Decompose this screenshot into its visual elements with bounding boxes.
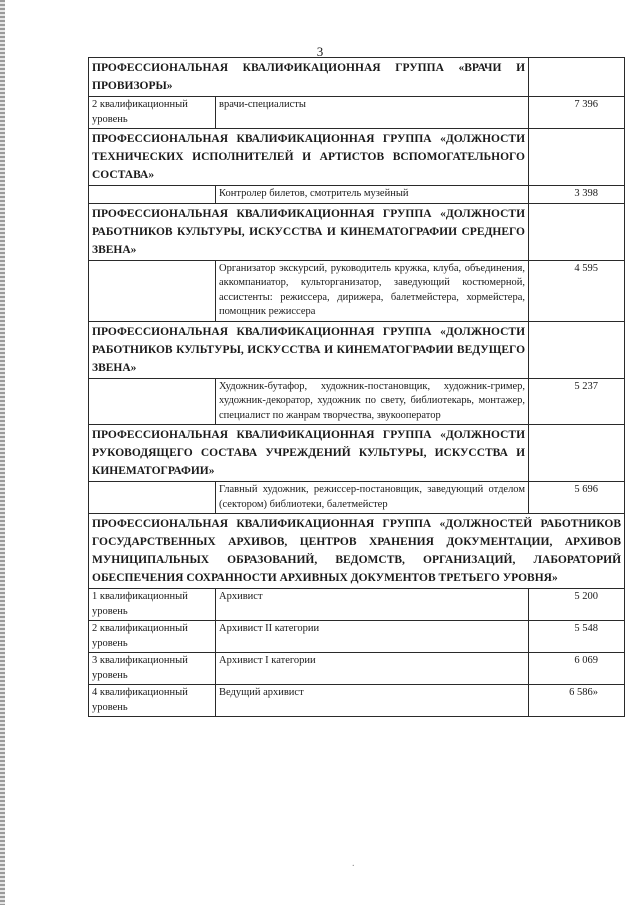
salary-value: 6 069 (529, 653, 625, 685)
group-header: ПРОФЕССИОНАЛЬНАЯ КВАЛИФИКАЦИОННАЯ ГРУППА «ДОЛЖНОСТЕЙ РАБОТНИКОВ ГОСУДАРСТВЕННЫХ АРХИВОВ, ЦЕНТРОВ ХРАНЕНИЯ ДОКУМЕНТАЦИИ, АРХИВОВ МУНИЦИПАЛЬНЫХ ОБРАЗОВАНИЙ, ВЕДОМСТВ, ОРГАНИЗАЦИЙ, ЛАБОРАТОРИЙ ОБЕСПЕЧЕНИЯ СОХРАННОСТИ АРХИВНЫХ ДОКУМЕНТОВ ТРЕТЬЕГО УРОВНЯ» (89, 514, 625, 589)
table-row (89, 482, 625, 514)
group-header-row (89, 321, 625, 378)
salary-table (88, 57, 625, 717)
salary-table-body (89, 58, 625, 717)
qualification-level: 1 квалификационный уровень (89, 589, 216, 621)
scan-binding-edge (0, 0, 5, 905)
end-mark: . (352, 858, 355, 869)
group-header-salary-cell (529, 203, 625, 260)
group-header: ПРОФЕССИОНАЛЬНАЯ КВАЛИФИКАЦИОННАЯ ГРУППА «ВРАЧИ И ПРОВИЗОРЫ» (89, 58, 529, 97)
group-header-row (89, 203, 625, 260)
group-header-salary-cell (529, 129, 625, 186)
table-row (89, 378, 625, 425)
group-header-row (89, 425, 625, 482)
qualification-level: 2 квалификационный уровень (89, 97, 216, 129)
position-title: Организатор экскурсий, руководитель кружка, клуба, объединения, аккомпаниатор, культорганизатор, заведующий костюмерной, ассистенты: режиссера, дирижера, балетмейстера, хормейстера, помощник режиссера (216, 260, 529, 321)
group-header: ПРОФЕССИОНАЛЬНАЯ КВАЛИФИКАЦИОННАЯ ГРУППА «ДОЛЖНОСТИ РАБОТНИКОВ КУЛЬТУРЫ, ИСКУССТВА И КИНЕМАТОГРАФИИ ВЕДУЩЕГО ЗВЕНА» (89, 321, 529, 378)
position-title: Главный художник, режиссер-постановщик, заведующий отделом (сектором) библиотеки, балетмейстер (216, 482, 529, 514)
group-header: ПРОФЕССИОНАЛЬНАЯ КВАЛИФИКАЦИОННАЯ ГРУППА «ДОЛЖНОСТИ РУКОВОДЯЩЕГО СОСТАВА УЧРЕЖДЕНИЙ КУЛЬТУРЫ, ИСКУССТВА И КИНЕМАТОГРАФИИ» (89, 425, 529, 482)
qualification-level (89, 260, 216, 321)
salary-value: 3 398 (529, 186, 625, 204)
group-header-row (89, 514, 625, 589)
qualification-level: 4 квалификационный уровень (89, 685, 216, 717)
salary-value: 6 586» (529, 685, 625, 717)
table-row (89, 653, 625, 685)
table-row (89, 186, 625, 204)
page-number: 3 (316, 44, 324, 59)
salary-value: 5 548 (529, 621, 625, 653)
group-header: ПРОФЕССИОНАЛЬНАЯ КВАЛИФИКАЦИОННАЯ ГРУППА «ДОЛЖНОСТИ РАБОТНИКОВ КУЛЬТУРЫ, ИСКУССТВА И КИНЕМАТОГРАФИИ СРЕДНЕГО ЗВЕНА» (89, 203, 529, 260)
group-header: ПРОФЕССИОНАЛЬНАЯ КВАЛИФИКАЦИОННАЯ ГРУППА «ДОЛЖНОСТИ ТЕХНИЧЕСКИХ ИСПОЛНИТЕЛЕЙ И АРТИСТОВ ВСПОМОГАТЕЛЬНОГО СОСТАВА» (89, 129, 529, 186)
qualification-level: 2 квалификационный уровень (89, 621, 216, 653)
salary-value: 5 696 (529, 482, 625, 514)
qualification-level (89, 378, 216, 425)
group-header-salary-cell (529, 321, 625, 378)
group-header-salary-cell (529, 425, 625, 482)
salary-value: 7 396 (529, 97, 625, 129)
position-title: врачи-специалисты (216, 97, 529, 129)
table-row (89, 260, 625, 321)
salary-value: 5 200 (529, 589, 625, 621)
position-title: Художник-бутафор, художник-постановщик, художник-гример, художник-декоратор, художник по свету, библиотекарь, монтажер, специалист по жанрам творчества, звукооператор (216, 378, 529, 425)
qualification-level (89, 186, 216, 204)
salary-value: 5 237 (529, 378, 625, 425)
position-title: Архивист I категории (216, 653, 529, 685)
table-row (89, 589, 625, 621)
table-row (89, 685, 625, 717)
position-title: Ведущий архивист (216, 685, 529, 717)
table-row (89, 97, 625, 129)
salary-value: 4 595 (529, 260, 625, 321)
position-title: Контролер билетов, смотритель музейный (216, 186, 529, 204)
group-header-row (89, 58, 625, 97)
table-row (89, 621, 625, 653)
qualification-level: 3 квалификационный уровень (89, 653, 216, 685)
position-title: Архивист II категории (216, 621, 529, 653)
group-header-salary-cell (529, 58, 625, 97)
qualification-level (89, 482, 216, 514)
group-header-row (89, 129, 625, 186)
position-title: Архивист (216, 589, 529, 621)
